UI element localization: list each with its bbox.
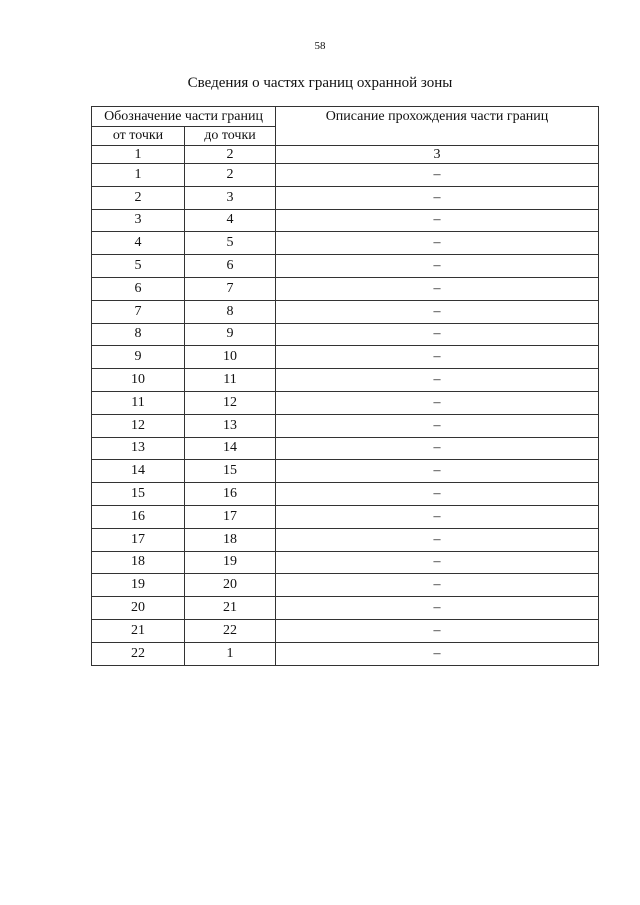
- table-row: [92, 574, 599, 597]
- header-description: Описание прохождения части границ: [276, 107, 599, 146]
- table-row: [92, 619, 599, 642]
- cell-to-point: 6: [185, 255, 276, 278]
- header-boundary-designation: Обозначение части границ: [92, 107, 276, 127]
- cell-description: –: [276, 642, 599, 665]
- table-row: [92, 505, 599, 528]
- table-row: [92, 323, 599, 346]
- cell-from-point: 22: [92, 642, 185, 665]
- cell-to-point: 4: [185, 209, 276, 232]
- cell-from-point: 4: [92, 232, 185, 255]
- cell-to-point: 14: [185, 437, 276, 460]
- cell-from-point: 11: [92, 391, 185, 414]
- table-row: [92, 551, 599, 574]
- table-row: [92, 414, 599, 437]
- table-row: [92, 346, 599, 369]
- cell-to-point: 19: [185, 551, 276, 574]
- cell-description: –: [276, 437, 599, 460]
- cell-to-point: 8: [185, 300, 276, 323]
- cell-from-point: 18: [92, 551, 185, 574]
- cell-to-point: 20: [185, 574, 276, 597]
- cell-description: –: [276, 164, 599, 187]
- cell-from-point: 9: [92, 346, 185, 369]
- cell-description: –: [276, 209, 599, 232]
- cell-to-point: 21: [185, 597, 276, 620]
- cell-from-point: 15: [92, 483, 185, 506]
- table-body: [92, 107, 599, 666]
- cell-description: –: [276, 528, 599, 551]
- page-title: Сведения о частях границ охранной зоны: [187, 75, 453, 91]
- table-row: [92, 277, 599, 300]
- cell-from-point: 3: [92, 209, 185, 232]
- table-row: [92, 642, 599, 665]
- cell-to-point: 10: [185, 346, 276, 369]
- table-row: [92, 232, 599, 255]
- cell-description: –: [276, 414, 599, 437]
- cell-to-point: 5: [185, 232, 276, 255]
- cell-to-point: 15: [185, 460, 276, 483]
- cell-from-point: 16: [92, 505, 185, 528]
- cell-from-point: 6: [92, 277, 185, 300]
- table-row: [92, 186, 599, 209]
- header-to-point: до точки: [185, 127, 276, 146]
- cell-description: –: [276, 277, 599, 300]
- cell-from-point: 8: [92, 323, 185, 346]
- cell-description: –: [276, 391, 599, 414]
- table-row: [92, 437, 599, 460]
- cell-to-point: 2: [185, 164, 276, 187]
- cell-from-point: 13: [92, 437, 185, 460]
- cell-from-point: 5: [92, 255, 185, 278]
- cell-from-point: 1: [92, 164, 185, 187]
- table-row: [92, 209, 599, 232]
- cell-from-point: 20: [92, 597, 185, 620]
- cell-description: –: [276, 551, 599, 574]
- cell-to-point: 9: [185, 323, 276, 346]
- cell-to-point: 17: [185, 505, 276, 528]
- cell-description: –: [276, 483, 599, 506]
- cell-description: –: [276, 346, 599, 369]
- cell-from-point: 17: [92, 528, 185, 551]
- table-row: [92, 164, 599, 187]
- cell-from-point: 2: [92, 186, 185, 209]
- table-header-row: [92, 107, 599, 127]
- cell-to-point: 13: [185, 414, 276, 437]
- cell-description: –: [276, 255, 599, 278]
- cell-description: –: [276, 505, 599, 528]
- cell-to-point: 22: [185, 619, 276, 642]
- table-row: [92, 300, 599, 323]
- cell-from-point: 7: [92, 300, 185, 323]
- table-row: [92, 483, 599, 506]
- cell-description: –: [276, 597, 599, 620]
- cell-description: –: [276, 574, 599, 597]
- cell-from-point: 10: [92, 369, 185, 392]
- cell-from-point: 19: [92, 574, 185, 597]
- column-number-1: 1: [92, 146, 185, 164]
- header-from-point: от точки: [92, 127, 185, 146]
- cell-to-point: 12: [185, 391, 276, 414]
- table-row: [92, 528, 599, 551]
- cell-to-point: 1: [185, 642, 276, 665]
- cell-to-point: 16: [185, 483, 276, 506]
- cell-description: –: [276, 323, 599, 346]
- cell-to-point: 11: [185, 369, 276, 392]
- cell-description: –: [276, 186, 599, 209]
- cell-description: –: [276, 232, 599, 255]
- table-row: [92, 460, 599, 483]
- cell-description: –: [276, 300, 599, 323]
- table-row: [92, 391, 599, 414]
- column-number-row: [92, 146, 599, 164]
- column-number-2: 2: [185, 146, 276, 164]
- page-number: 58: [314, 40, 326, 52]
- cell-description: –: [276, 369, 599, 392]
- cell-description: –: [276, 460, 599, 483]
- boundary-parts-table: [91, 106, 599, 666]
- table-row: [92, 255, 599, 278]
- cell-from-point: 21: [92, 619, 185, 642]
- cell-from-point: 12: [92, 414, 185, 437]
- cell-to-point: 7: [185, 277, 276, 300]
- table-row: [92, 369, 599, 392]
- cell-from-point: 14: [92, 460, 185, 483]
- cell-description: –: [276, 619, 599, 642]
- cell-to-point: 3: [185, 186, 276, 209]
- table-row: [92, 597, 599, 620]
- cell-to-point: 18: [185, 528, 276, 551]
- column-number-3: 3: [276, 146, 599, 164]
